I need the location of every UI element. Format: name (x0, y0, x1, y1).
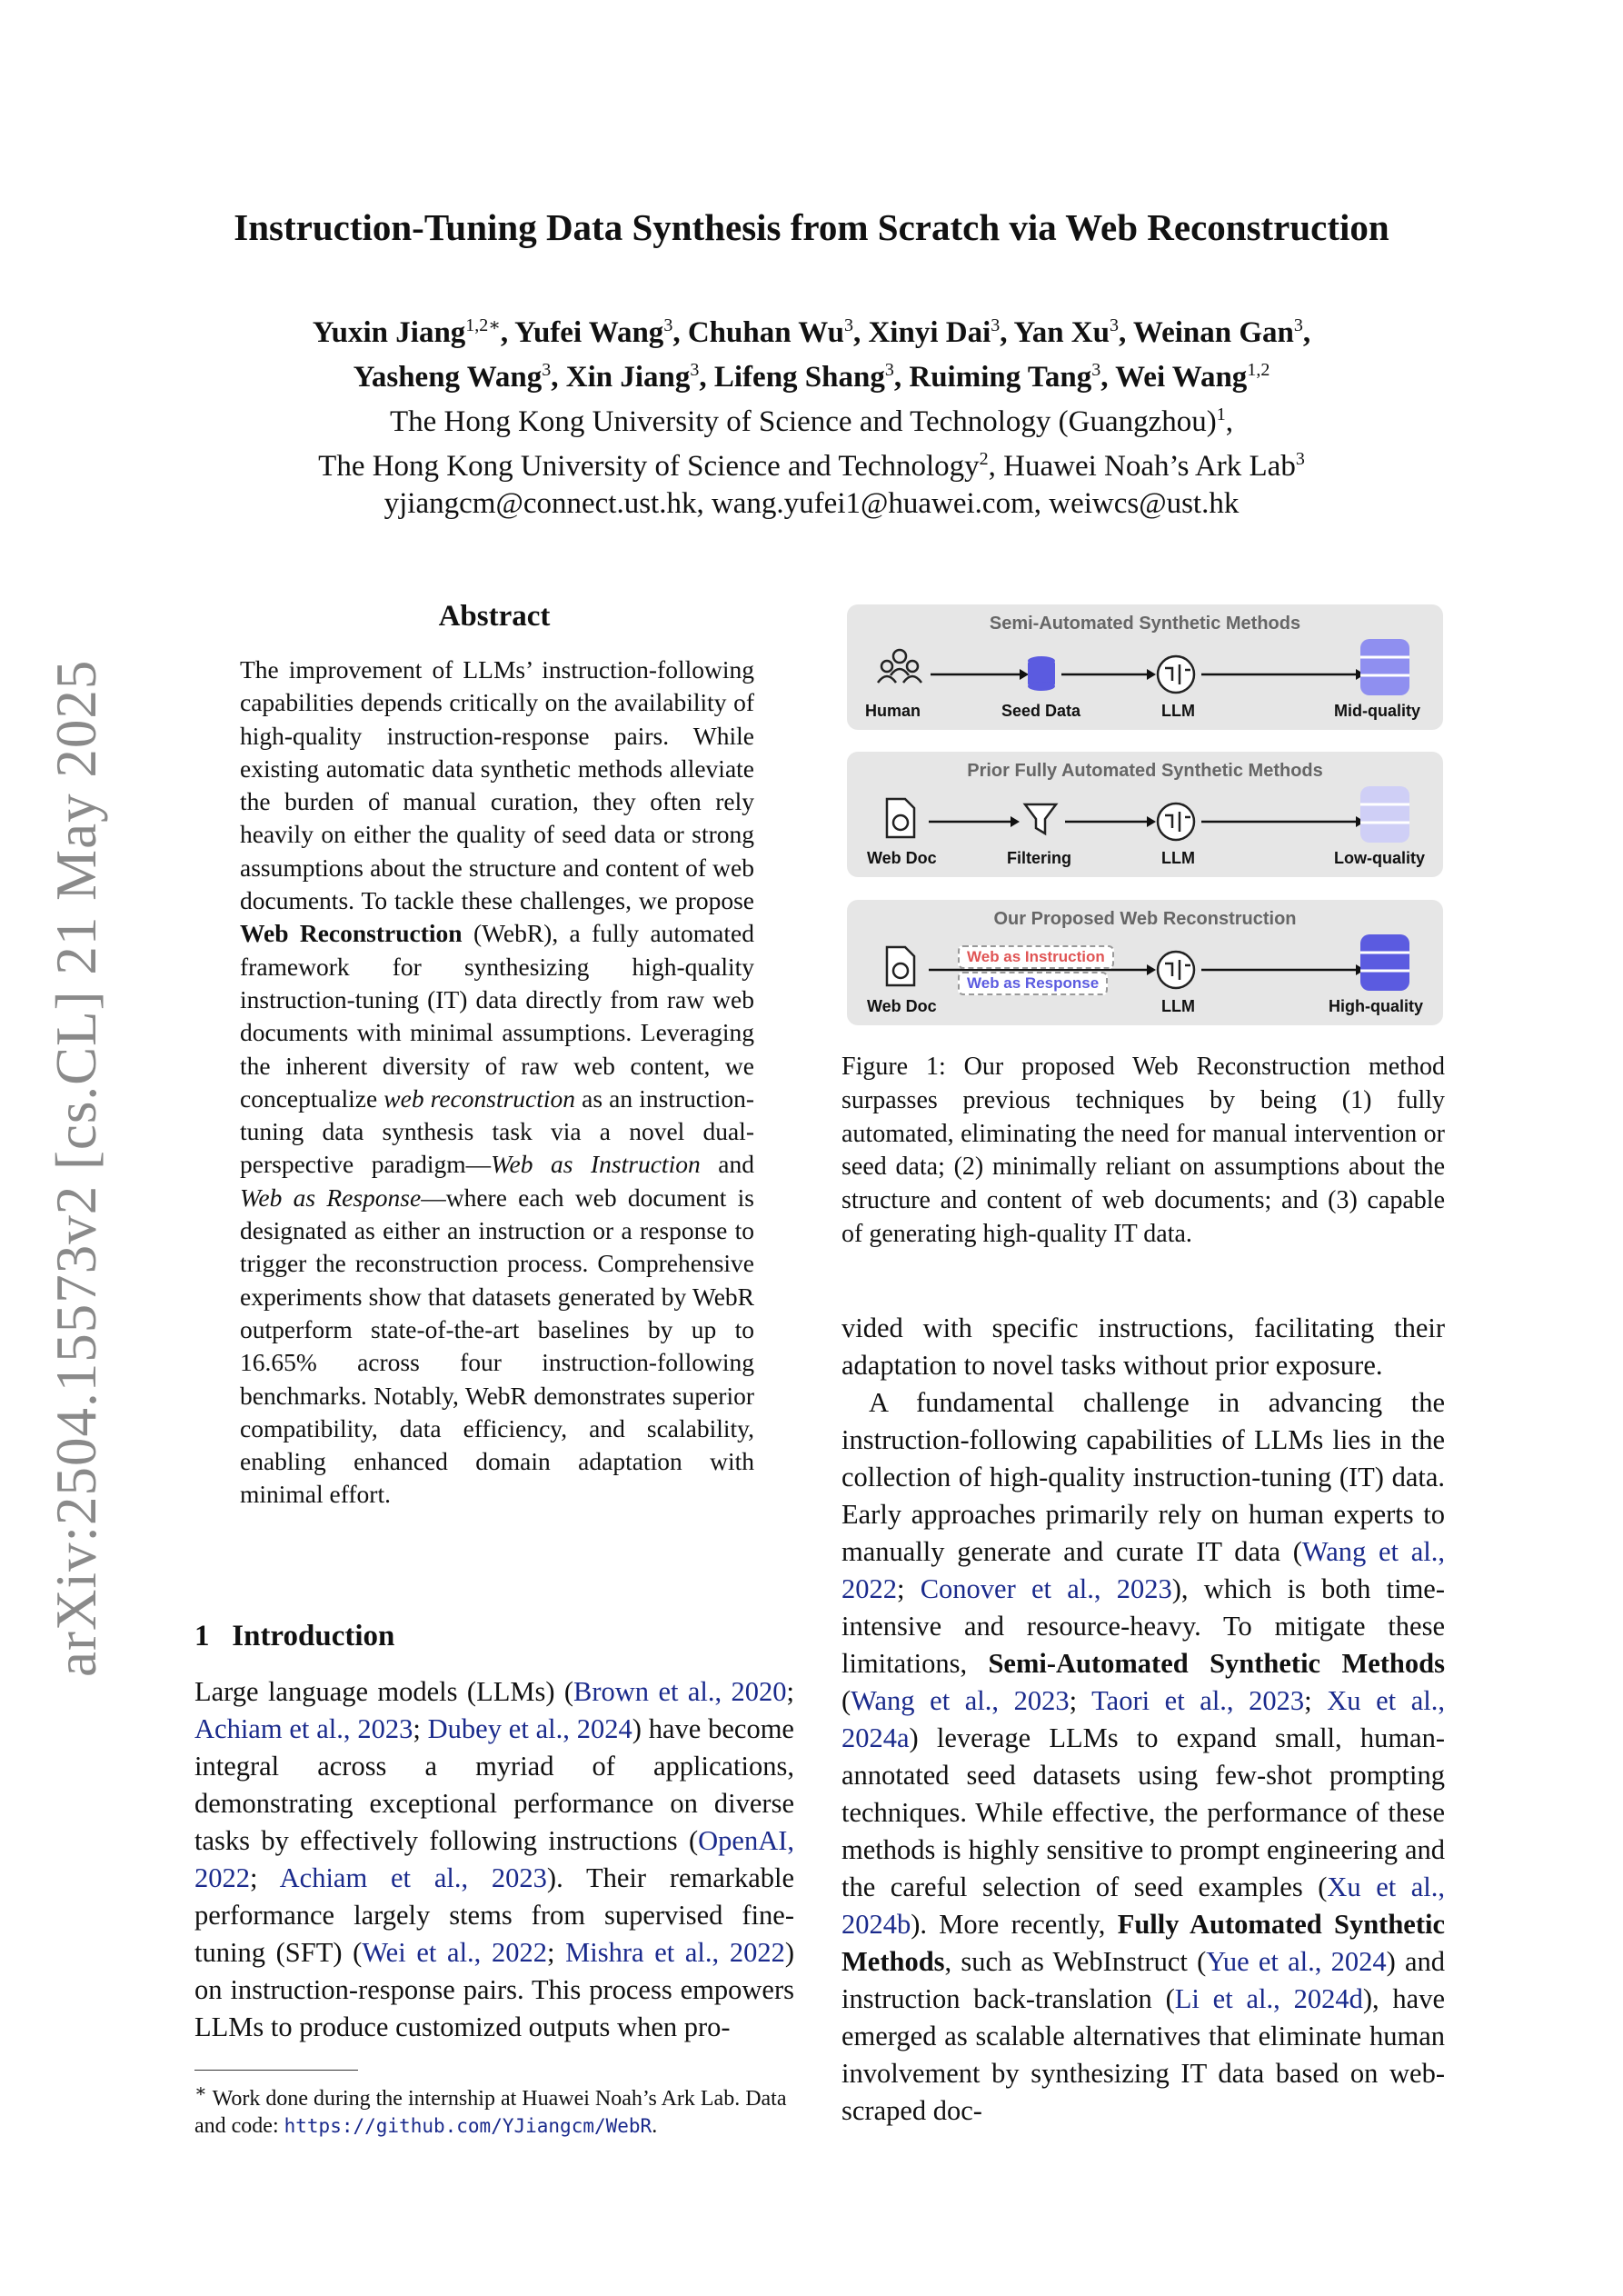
arxiv-identifier: arXiv:2504.15573v2 [cs.CL] 21 May 2025 (45, 659, 108, 1677)
panel-title: Semi-Automated Synthetic Methods (989, 614, 1301, 634)
tag-web-as-response: Web as Response (958, 972, 1108, 995)
label-human: Human (865, 702, 921, 720)
human-icon (878, 650, 921, 683)
abstract-section (194, 600, 794, 1512)
mid-quality-database-icon (1360, 639, 1409, 695)
label-filtering: Filtering (1007, 849, 1071, 867)
citation-link[interactable]: Wang et al., 2022 (841, 1536, 1446, 1604)
abstract-heading: Abstract (438, 600, 551, 633)
label-web-doc: Web Doc (867, 849, 937, 867)
citation-link[interactable]: Xu et al., 2024b (841, 1872, 1445, 1940)
abstract-body: The improvement of LLMs’ instruction-following capabilities depends critically on the availability of high-quality instruction-response pairs. While existing automatic data synthetic methods alleviate the burden of manual curation, they often rely heavily on either the quality of seed data or strong assumptions about the structure and content of web documents. To tackle these challenges, we propose Web Reconstruction (WebR), a fully automated framework for synthesizing high-quality instruction-tuning (IT) data directly from raw web documents with minimal assumptions. Leveraging the inherent diversity of raw web content, we conceptualize web reconstruction as an instruction-tuning data synthesis task via a novel dual-perspective paradigm—Web as Instruction and Web as Response—where each web document is designated as either an instruction or a response to trigger the reconstruction process. Comprehensive experiments show that datasets generated by WebR outperform state-of-the-art baselines by up to 16.65% across four instruction-following benchmarks. Notably, WebR demonstrates superior compatibility, data efficiency, and scalability, enabling enhanced domain adaptation with minimal effort. (240, 655, 755, 1509)
introduction-section (194, 1620, 794, 2046)
web-document-icon (887, 799, 914, 837)
citation-link[interactable]: Brown et al., 2020 (573, 1676, 787, 1707)
llm-brain-icon (1158, 656, 1194, 693)
code-url-link[interactable]: https://github.com/YJiangcm/WebR (284, 2115, 652, 2137)
llm-brain-icon (1158, 804, 1194, 840)
introduction-heading: 1 Introduction (194, 1620, 395, 1652)
label-llm: LLM (1161, 702, 1195, 720)
panel-title: Prior Fully Automated Synthetic Methods (967, 761, 1323, 781)
citation-link[interactable]: Achiam et al., 2023 (194, 1713, 413, 1744)
citation-link[interactable]: Wang et al., 2023 (851, 1685, 1070, 1716)
citation-link[interactable]: Wei et al., 2022 (362, 1937, 547, 1968)
high-quality-database-icon (1360, 934, 1409, 991)
paper-title: Instruction-Tuning Data Synthesis from Scratch via Web Reconstruction (234, 206, 1389, 248)
figure-panel-prior-automated (847, 752, 1443, 877)
authors-line-2: Yasheng Wang$^3$, Xin Jiang$^3$, Lifeng Shang$^3$, Ruiming Tang$^3$, Wei Wang$^{1,2}$ (353, 360, 1270, 394)
llm-brain-icon (1158, 952, 1194, 988)
label-web-doc: Web Doc (867, 997, 937, 1015)
paragraph-challenge: A fundamental challenge in advancing the instruction-following capabilities of LLMs lies in the collection of high-quality instruction-tuning (IT) data. Early approaches primarily rely on human experts to manually generate and curate IT data (Wang et al., 2022; Conover et al., 2023), which is both time-intensive and resource-heavy. To mitigate these limitations, Semi-Automated Synthetic Methods (Wang et al., 2023; Taori et al., 2023; Xu et al., 2024a) leverage LLMs to expand small, human-annotated seed datasets using few-shot prompting techniques. While effective, the performance of these methods is highly sensitive to prompt engineering and the careful selection of seed examples (Xu et al., 2024b). More recently, Fully Automated Synthetic Methods, such as WebInstruct (Yue et al., 2024) and instruction back-translation (Li et al., 2024d), have emerged as scalable alternatives that eliminate human involvement by synthesizing IT data based on web-scraped doc- (841, 1387, 1446, 2126)
tag-web-as-instruction: Web as Instruction (958, 945, 1114, 969)
web-document-icon (887, 947, 914, 985)
panel-title: Our Proposed Web Reconstruction (993, 909, 1297, 929)
introduction-paragraph: Large language models (LLMs) (Brown et al., 2020; Achiam et al., 2023; Dubey et al., 2024) have become integral across a myriad of applications, demonstrating exceptional performance on diverse tasks by effectively following instructions (OpenAI, 2022; Achiam et al., 2023). Their remarkable performance largely stems from supervised fine-tuning (SFT) (Wei et al., 2022; Mishra et al., 2022) on instruction-response pairs. This process empowers LLMs to produce customized outputs when pro- (194, 1676, 795, 2042)
affiliation-2: The Hong Kong University of Science and Technology$^2$, Huawei Noah’s Ark Lab$^3$ (318, 449, 1305, 483)
citation-link[interactable]: Mishra et al., 2022 (565, 1937, 785, 1968)
label-high-quality: High-quality (1329, 997, 1423, 1015)
paragraph-continuation: vided with specific instructions, facilitating their adaptation to novel tasks without prior exposure. (841, 1313, 1445, 1381)
label-seed-data: Seed Data (1001, 702, 1081, 720)
label-low-quality: Low-quality (1334, 849, 1425, 867)
citation-link[interactable]: Xu et al., 2024a (841, 1685, 1445, 1753)
figure-panel-semi-automated (847, 604, 1443, 730)
author-emails: yjiangcm@connect.ust.hk, wang.yufei1@huawei.com, weiwcs@ust.hk (383, 487, 1240, 520)
figure-panel-web-reconstruction (847, 900, 1443, 1025)
affiliation-1: The Hong Kong University of Science and Technology (Guangzhou)$^1$, (389, 404, 1234, 438)
citation-link[interactable]: Achiam et al., 2023 (279, 1862, 547, 1893)
citation-link[interactable]: OpenAI, 2022 (194, 1825, 794, 1893)
label-llm: LLM (1161, 997, 1195, 1015)
seed-data-icon (1028, 656, 1055, 691)
footnote: ∗ Work done during the internship at Huawei Noah’s Ark Lab. Data and code: https://github.com/YJiangcm/WebR. (194, 2081, 787, 2138)
citation-link[interactable]: Taori et al., 2023 (1091, 1685, 1305, 1716)
filter-funnel-icon (1025, 804, 1056, 834)
citation-link[interactable]: Li et al., 2024d (1174, 1983, 1363, 2014)
author-block (0, 307, 1623, 523)
authors-line-1: Yuxin Jiang$^{1,2∗}$, Yufei Wang$^3$, Chuhan Wu$^3$, Xinyi Dai$^3$, Yan Xu$^3$, Weinan Gan$^3$, (312, 315, 1311, 349)
figure-caption: Figure 1: Our proposed Web Reconstruction method surpasses previous techniques by being (1) fully automated, eliminating the need for manual intervention or seed data; (2) minimally reliant on assumptions about the structure and content of web documents; and (3) capable of generating high-quality IT data. (841, 1053, 1445, 1248)
low-quality-database-icon (1360, 786, 1409, 843)
footnote-rule (194, 2070, 358, 2071)
citation-link[interactable]: Dubey et al., 2024 (427, 1713, 632, 1744)
citation-link[interactable]: Conover et al., 2023 (920, 1573, 1172, 1604)
label-llm: LLM (1161, 849, 1195, 867)
right-column-body (841, 1310, 1445, 2130)
citation-link[interactable]: Yue et al., 2024 (1206, 1946, 1387, 1977)
label-mid-quality: Mid-quality (1334, 702, 1420, 720)
